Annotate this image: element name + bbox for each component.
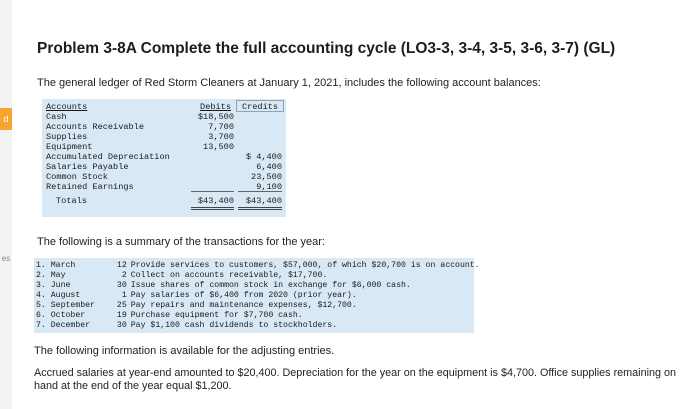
- ledger-row-account: Retained Earnings: [46, 182, 134, 192]
- transactions-list: [34, 258, 480, 333]
- transaction-day: 1: [121, 291, 127, 300]
- transaction-text: Provide services to customers, $57,000, of which $20,700 is on account.: [130, 261, 480, 270]
- transaction-num: 6.: [36, 311, 46, 320]
- transaction-month: May: [50, 271, 66, 280]
- ledger-sum-rule-credit: [238, 191, 282, 192]
- transaction-item: [36, 321, 337, 330]
- ledger-sum-rule-debit: [191, 191, 234, 192]
- transaction-item: [36, 271, 327, 280]
- transaction-day: 25: [116, 301, 127, 310]
- transaction-text: Pay repairs and maintenance expenses, $12,700.: [130, 301, 357, 310]
- ledger-header-debits: Debits: [200, 102, 231, 112]
- transaction-num: 3.: [36, 281, 46, 290]
- transaction-month: March: [50, 261, 76, 270]
- transaction-month: August: [50, 291, 81, 300]
- sidebar-tab-marker[interactable]: d: [0, 108, 12, 130]
- transactions-intro: The following is a summary of the transactions for the year:: [37, 236, 325, 248]
- ledger-totals-debit: $43,400: [197, 196, 234, 206]
- ledger-row-account: Common Stock: [46, 172, 108, 182]
- ledger-row-account: Supplies: [46, 132, 88, 142]
- transaction-month: September: [50, 301, 95, 310]
- transaction-day: 2: [121, 271, 127, 280]
- transaction-num: 7.: [36, 321, 46, 330]
- transaction-day: 12: [116, 261, 127, 270]
- ledger-intro: The general ledger of Red Storm Cleaners at January 1, 2021, includes the following account balances:: [37, 77, 541, 89]
- transaction-month: December: [50, 321, 91, 330]
- ledger-row-debit: 3,700: [208, 132, 234, 142]
- transaction-item: [36, 281, 411, 290]
- transaction-text: Collect on accounts receivable, $17,700.: [130, 271, 328, 280]
- ledger-row-credit: $ 4,400: [245, 152, 282, 162]
- ledger-row-account: Salaries Payable: [46, 162, 129, 172]
- adjusting-intro: The following information is available for the adjusting entries.: [34, 345, 335, 357]
- transaction-num: 1.: [36, 261, 46, 270]
- ledger-row-credit: 9,100: [256, 182, 282, 192]
- ledger-row-account: Accounts Receivable: [46, 122, 144, 132]
- sidebar-side-text: es: [1, 254, 11, 263]
- transaction-day: 30: [116, 321, 127, 330]
- ledger-header-credits: Credits: [241, 102, 279, 112]
- ledger-total-double-rule-credit-2: [238, 209, 282, 210]
- ledger-header-accounts: Accounts: [46, 102, 88, 112]
- ledger-table: [42, 99, 286, 217]
- ledger-row-account: Cash: [46, 112, 67, 122]
- ledger-row-credit: 23,500: [251, 172, 282, 182]
- transaction-text: Pay salaries of $6,400 from 2020 (prior year).: [130, 291, 357, 300]
- transaction-num: 2.: [36, 271, 46, 280]
- transaction-month: October: [50, 311, 86, 320]
- adjusting-text: Accrued salaries at year-end amounted to $20,400. Depreciation for the year on the equipment is $4,700. Office supplies remaining on hand at the end of the year equal $1,200.: [34, 367, 677, 392]
- ledger-totals-credit: $43,400: [245, 196, 282, 206]
- ledger-row-debit: 13,500: [203, 142, 234, 152]
- transaction-text: Purchase equipment for $7,700 cash.: [130, 311, 303, 320]
- left-sidebar: [0, 0, 12, 409]
- problem-title: Problem 3-8A Complete the full accounting cycle (LO3-3, 3-4, 3-5, 3-6, 3-7) (GL): [37, 40, 616, 57]
- transaction-num: 4.: [36, 291, 46, 300]
- transaction-item: [36, 291, 357, 300]
- transaction-num: 5.: [36, 301, 46, 310]
- ledger-total-double-rule-credit: [238, 207, 282, 208]
- transaction-day: 19: [116, 311, 127, 320]
- transaction-item: [36, 301, 357, 310]
- transaction-text: Pay $1,100 cash dividends to stockholders.: [130, 321, 338, 330]
- ledger-row-account: Accumulated Depreciation: [46, 152, 170, 162]
- transaction-item: [36, 261, 480, 270]
- ledger-row-debit: 7,700: [208, 122, 234, 132]
- transaction-text: Issue shares of common stock in exchange for $6,000 cash.: [130, 281, 411, 290]
- ledger-row-debit: $18,500: [197, 112, 234, 122]
- ledger-totals-label: Totals: [56, 196, 87, 206]
- transaction-month: June: [50, 281, 71, 290]
- ledger-row-credit: 6,400: [256, 162, 282, 172]
- ledger-row-account: Equipment: [46, 142, 93, 152]
- transaction-day: 30: [116, 281, 127, 290]
- ledger-total-double-rule-debit-2: [191, 209, 234, 210]
- transaction-item: [36, 311, 303, 320]
- ledger-total-double-rule-debit: [191, 207, 234, 208]
